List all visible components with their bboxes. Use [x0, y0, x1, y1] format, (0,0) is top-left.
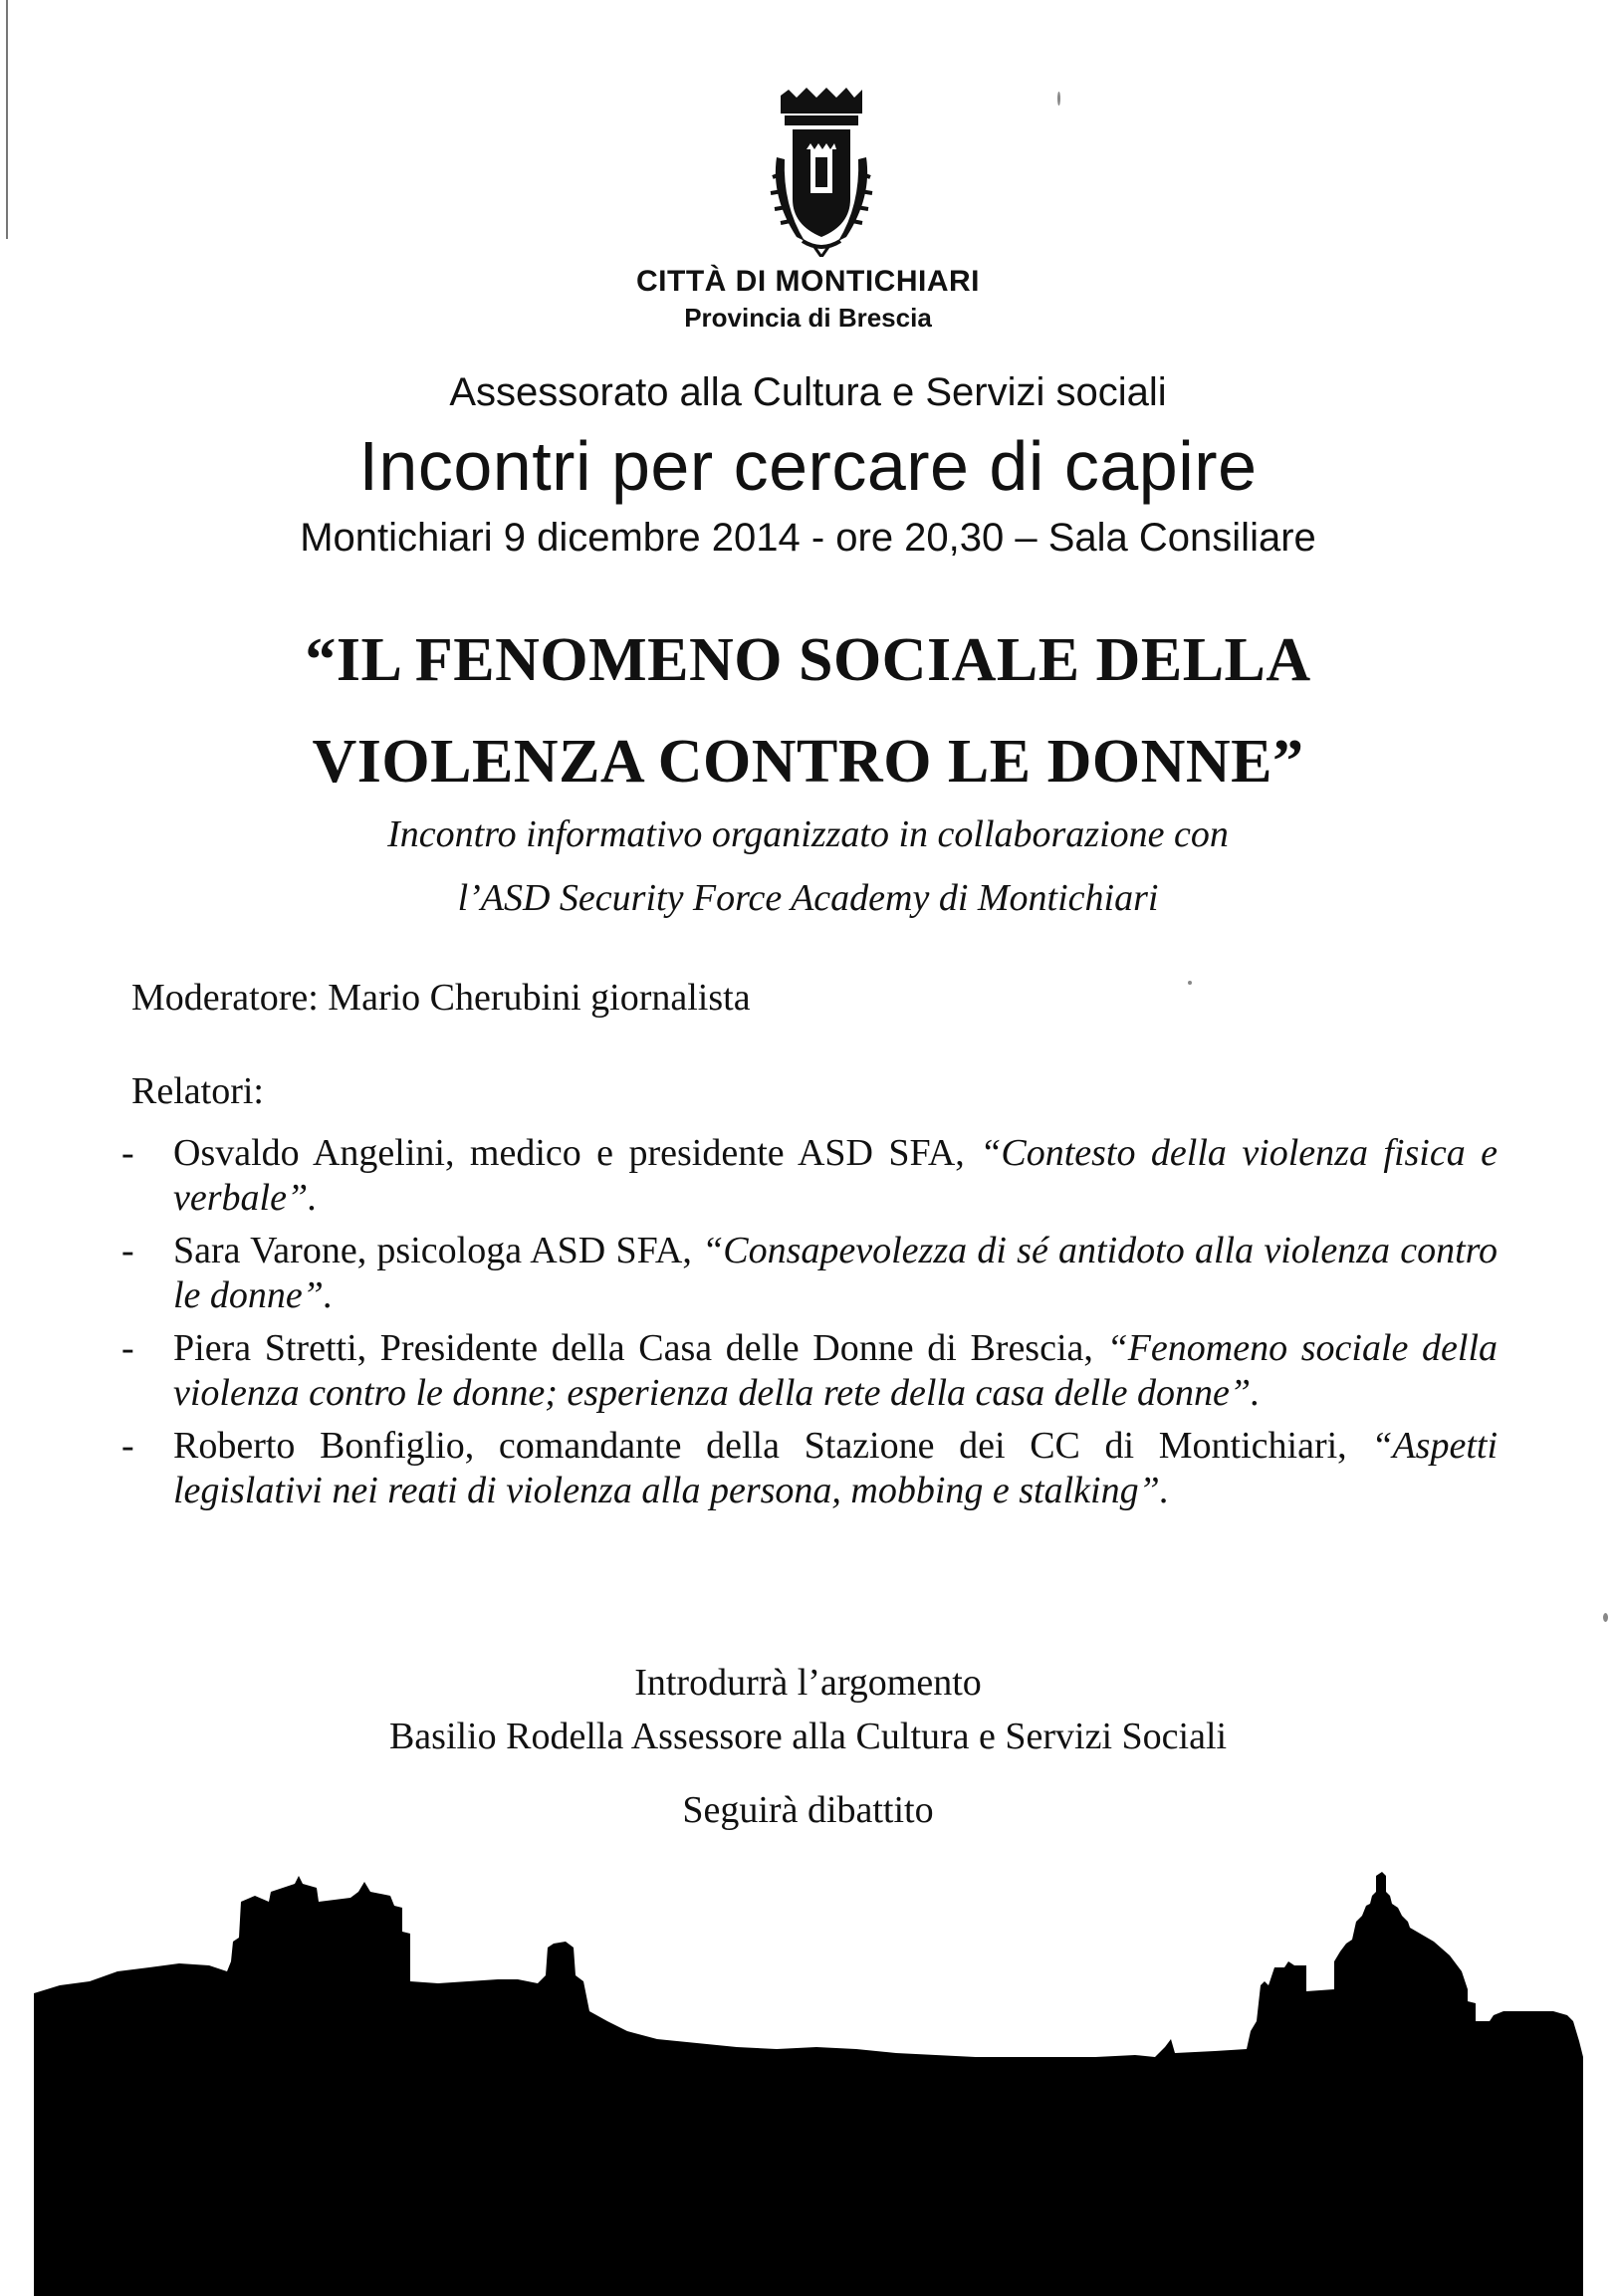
- speaker-name: Osvaldo Angelini, medico e presidente ASD SFA,: [173, 1132, 965, 1174]
- debate-note: Seguirà dibattito: [682, 1789, 934, 1831]
- city-skyline-silhouette: [0, 1872, 1616, 2296]
- list-dash: -: [121, 1132, 134, 1174]
- scan-edge-line: [6, 0, 8, 239]
- speaker-name: Piera Stretti, Presidente della Casa delle Donne di Brescia,: [173, 1327, 1093, 1369]
- speaker-topic: “Fenomeno sociale della violenza contro le donne; esperienza della rete della casa delle donne”.: [173, 1327, 1499, 1414]
- event-date-location: Montichiari 9 dicembre 2014 - ore 20,30 – Sala Consiliare: [300, 516, 1316, 560]
- speakers-heading: Relatori:: [131, 1070, 264, 1112]
- list-dash: -: [121, 1327, 134, 1369]
- speaker-topic: “Contesto della violenza fisica e verbale”.: [173, 1132, 1499, 1219]
- scan-speck: [1603, 1613, 1608, 1622]
- speaker-topic: “Aspetti legislativi nei reati di violenza alla persona, mobbing e stalking”.: [173, 1425, 1499, 1511]
- talk-subtitle-line-1: Incontro informativo organizzato in collaborazione con: [387, 813, 1229, 855]
- scan-speck: [1188, 981, 1192, 985]
- talk-title-line-2: VIOLENZA CONTRO LE DONNE”: [312, 728, 1304, 796]
- speaker-name: Sara Varone, psicologa ASD SFA,: [173, 1230, 692, 1271]
- talk-title-line-1: “IL FENOMENO SOCIALE DELLA: [305, 626, 1311, 694]
- list-dash: -: [121, 1425, 134, 1467]
- speaker-name: Roberto Bonfiglio, comandante della Stazione dei CC di Montichiari,: [173, 1425, 1347, 1467]
- talk-subtitle-line-2: l’ASD Security Force Academy di Montichiari: [457, 877, 1159, 919]
- province-name: Provincia di Brescia: [684, 303, 932, 333]
- introducer: Basilio Rodella Assessore alla Cultura e Servizi Sociali: [388, 1716, 1228, 1757]
- speaker-item: [121, 1229, 1498, 1318]
- speaker-item: [121, 1131, 1498, 1221]
- coat-of-arms-logo: [767, 88, 876, 257]
- department-name: Assessorato alla Cultura e Servizi sociali: [449, 370, 1167, 414]
- speaker-item: [121, 1326, 1498, 1416]
- list-dash: -: [121, 1230, 134, 1271]
- speaker-topic: “Consapevolezza di sé antidoto alla violenza contro le donne”.: [173, 1230, 1499, 1316]
- city-name: CITTÀ DI MONTICHIARI: [636, 265, 980, 298]
- scan-speck: [1057, 92, 1060, 106]
- speaker-item: [121, 1424, 1498, 1513]
- speaker-list: [121, 1131, 1498, 1521]
- introduction-label: Introdurrà l’argomento: [634, 1662, 982, 1704]
- moderator: Moderatore: Mario Cherubini giornalista: [131, 977, 751, 1019]
- series-title: Incontri per cercare di capire: [358, 427, 1258, 505]
